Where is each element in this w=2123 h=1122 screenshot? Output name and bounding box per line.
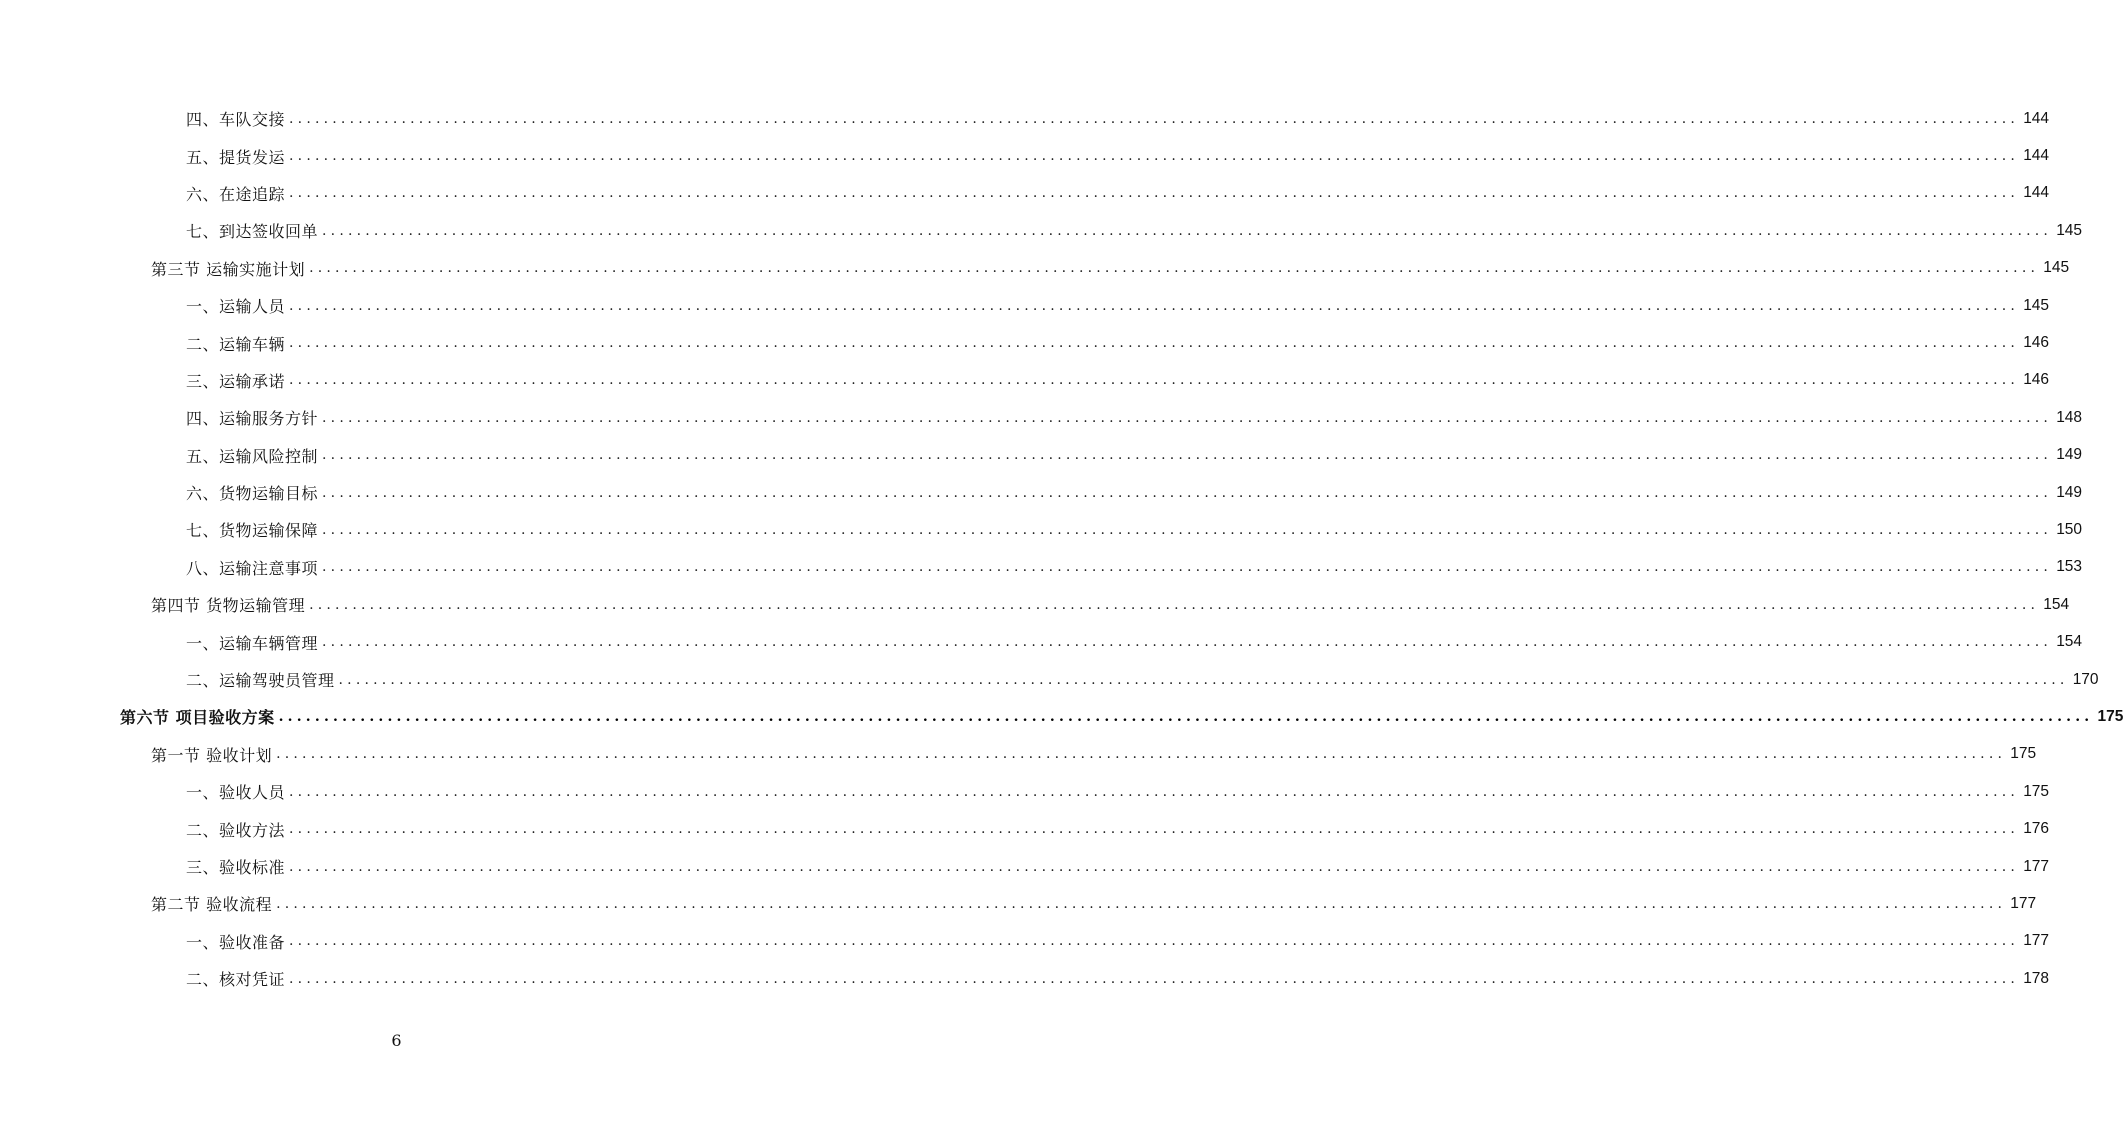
toc-entry-page-number: 153 (2056, 558, 2083, 576)
toc-dot-leader: ........................................................................................................................................................................................................ (289, 821, 2020, 838)
toc-section-entry[interactable] (0, 736, 2037, 773)
toc-dot-leader: ........................................................................................................................................................................................................ (289, 297, 2020, 314)
toc-dot-leader: ........................................................................................................................................................................................................ (322, 559, 2053, 576)
toc-subsection-entry[interactable] (0, 923, 2050, 960)
toc-entry-title: 一、运输人员 (186, 297, 286, 317)
toc-entry-page-number: 177 (2023, 857, 2050, 875)
toc-dot-leader: ........................................................................................................................................................................................................ (322, 222, 2053, 239)
toc-entry-page-number: 149 (2056, 483, 2083, 501)
toc-subsection-entry[interactable] (0, 287, 2050, 324)
toc-entry-title: 二、验收方法 (186, 820, 286, 840)
toc-dot-leader: ........................................................................................................................................................................................................ (289, 858, 2020, 875)
toc-entry-page-number: 154 (2056, 633, 2083, 651)
toc-entry-title: 七、货物运输保障 (186, 521, 319, 541)
toc-dot-leader: ........................................................................................................................................................................................................ (276, 895, 2007, 912)
toc-entry-page-number: 149 (2056, 446, 2083, 464)
toc-entry-page-number: 145 (2023, 296, 2050, 314)
toc-entry-page-number: 146 (2023, 371, 2050, 389)
toc-subsection-entry[interactable] (0, 511, 2083, 548)
toc-entry-title: 七、到达签收回单 (186, 222, 319, 242)
toc-entry-title: 五、提货发运 (186, 147, 286, 167)
toc-dot-leader: ........................................................................................................................................................................................................ (322, 484, 2053, 501)
toc-entry-page-number: 146 (2023, 334, 2050, 352)
toc-dot-leader: ........................................................................................................................................................................................................ (322, 634, 2053, 651)
toc-entry-title: 一、验收准备 (186, 932, 286, 952)
toc-subsection-entry[interactable] (0, 212, 2083, 249)
toc-entry-title: 第四节 货物运输管理 (151, 596, 306, 616)
toc-dot-leader: ........................................................................................................................................................................................................ (289, 933, 2020, 950)
toc-subsection-entry[interactable] (0, 474, 2083, 511)
toc-entry-page-number: 144 (2023, 184, 2050, 202)
toc-dot-leader: ........................................................................................................................................................................................................ (289, 970, 2020, 987)
toc-subsection-entry[interactable] (0, 362, 2050, 399)
toc-dot-leader: ........................................................................................................................................................................................................ (289, 185, 2020, 202)
toc-section-entry[interactable] (0, 885, 2037, 922)
toc-entry-title: 一、运输车辆管理 (186, 633, 319, 653)
toc-dot-leader: ........................................................................................................................................................................................................ (322, 521, 2053, 538)
toc-entry-page-number: 176 (2023, 820, 2050, 838)
toc-subsection-entry[interactable] (0, 549, 2083, 586)
toc-dot-leader: ........................................................................................................................................................................................................ (289, 110, 2020, 127)
toc-subsection-entry[interactable] (0, 960, 2050, 997)
toc-entry-title: 六、在途追踪 (186, 184, 286, 204)
toc-dot-leader: ........................................................................................................................................................................................................ (289, 783, 2020, 800)
toc-entry-title: 第六节 项目验收方案 (120, 708, 275, 728)
table-of-contents (0, 100, 2123, 997)
toc-entry-page-number: 175 (2097, 707, 2123, 725)
toc-dot-leader: ........................................................................................................................................................................................................ (289, 148, 2020, 165)
toc-dot-leader: ........................................................................................................................................................................................................ (322, 409, 2053, 426)
toc-dot-leader: ........................................................................................................................................................................................................ (309, 596, 2040, 613)
toc-entry-page-number: 175 (2023, 782, 2050, 800)
toc-subsection-entry[interactable] (0, 100, 2050, 137)
toc-entry-title: 二、核对凭证 (186, 970, 286, 990)
toc-dot-leader: ........................................................................................................................................................................................................ (278, 708, 2094, 725)
toc-entry-title: 第二节 验收流程 (151, 895, 273, 915)
toc-entry-title: 二、运输驾驶员管理 (186, 671, 335, 691)
toc-entry-page-number: 178 (2023, 969, 2050, 987)
toc-dot-leader: ........................................................................................................................................................................................................ (289, 335, 2020, 352)
toc-dot-leader: ........................................................................................................................................................................................................ (276, 746, 2007, 763)
toc-entry-title: 三、运输承诺 (186, 371, 286, 391)
toc-entry-title: 第一节 验收计划 (151, 745, 273, 765)
toc-entry-page-number: 177 (2023, 932, 2050, 950)
toc-subsection-entry[interactable] (0, 848, 2050, 885)
toc-entry-page-number: 150 (2056, 520, 2083, 538)
toc-entry-title: 八、运输注意事项 (186, 558, 319, 578)
toc-dot-leader: ........................................................................................................................................................................................................ (338, 671, 2069, 688)
toc-entry-page-number: 148 (2056, 408, 2083, 426)
toc-entry-page-number: 145 (2056, 221, 2083, 239)
toc-subsection-entry[interactable] (0, 324, 2050, 361)
toc-subsection-entry[interactable] (0, 810, 2050, 847)
toc-subsection-entry[interactable] (0, 137, 2050, 174)
toc-entry-page-number: 144 (2023, 109, 2050, 127)
toc-subsection-entry[interactable] (0, 623, 2083, 660)
toc-dot-leader: ........................................................................................................................................................................................................ (309, 260, 2040, 277)
toc-entry-page-number: 145 (2043, 259, 2070, 277)
toc-subsection-entry[interactable] (0, 437, 2083, 474)
toc-entry-title: 一、验收人员 (186, 783, 286, 803)
toc-subsection-entry[interactable] (0, 773, 2050, 810)
toc-chapter-entry[interactable] (0, 698, 2123, 735)
toc-entry-page-number: 170 (2072, 670, 2099, 688)
toc-entry-title: 五、运输风险控制 (186, 446, 319, 466)
toc-entry-title: 二、运输车辆 (186, 334, 286, 354)
toc-subsection-entry[interactable] (0, 175, 2050, 212)
toc-entry-page-number: 154 (2043, 595, 2070, 613)
toc-entry-title: 四、运输服务方针 (186, 409, 319, 429)
toc-entry-title: 第三节 运输实施计划 (151, 259, 306, 279)
toc-section-entry[interactable] (0, 586, 2070, 623)
toc-entry-title: 六、货物运输目标 (186, 484, 319, 504)
toc-entry-page-number: 144 (2023, 147, 2050, 165)
toc-subsection-entry[interactable] (0, 399, 2083, 436)
toc-subsection-entry[interactable] (0, 661, 2099, 698)
toc-entry-page-number: 175 (2010, 745, 2037, 763)
toc-dot-leader: ........................................................................................................................................................................................................ (289, 372, 2020, 389)
toc-entry-title: 三、验收标准 (186, 858, 286, 877)
toc-entry-page-number: 177 (2010, 894, 2037, 912)
toc-entry-title: 四、车队交接 (186, 110, 286, 130)
page-number: 6 (391, 1031, 402, 1050)
toc-section-entry[interactable] (0, 250, 2070, 287)
toc-dot-leader: ........................................................................................................................................................................................................ (322, 447, 2053, 464)
